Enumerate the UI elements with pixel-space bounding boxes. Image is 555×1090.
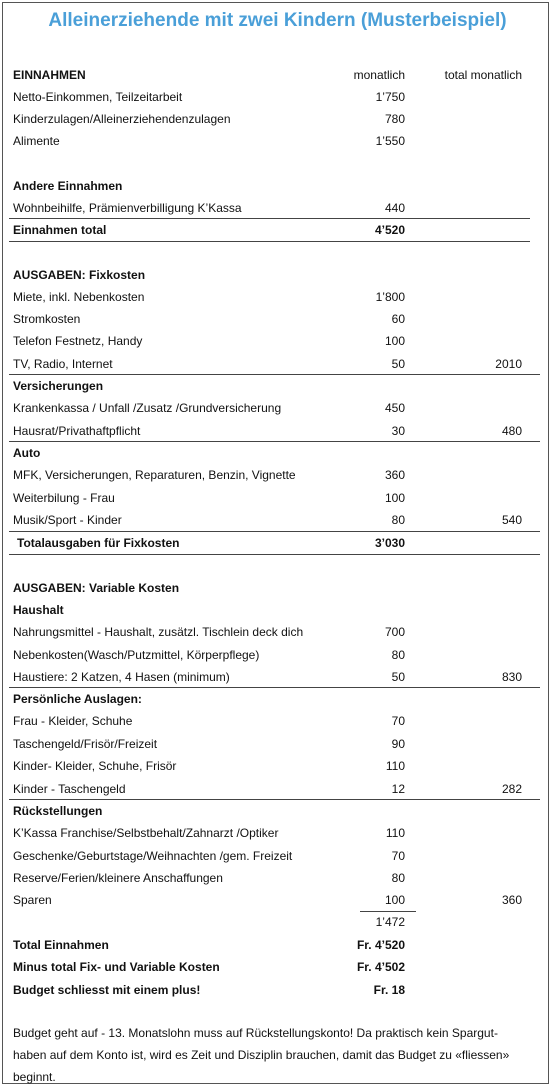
table-row xyxy=(0,867,555,889)
table-row xyxy=(0,599,555,621)
row-monthly-value: 100 xyxy=(384,893,405,907)
header-total: total monatlich xyxy=(444,68,522,82)
row-monthly-value: 12 xyxy=(391,782,405,796)
table-row xyxy=(0,219,555,241)
row-label: Versicherungen xyxy=(13,379,104,393)
row-monthly-value: 90 xyxy=(391,737,405,751)
row-total-value: 360 xyxy=(501,893,522,907)
row-label: Netto-Einkommen, Teilzeitarbeit xyxy=(13,90,183,104)
row-label: Minus total Fix- und Variable Kosten xyxy=(13,960,220,974)
row-label: Persönliche Auslagen: xyxy=(13,692,142,706)
row-monthly-value: 4’520 xyxy=(374,223,405,237)
table-row xyxy=(0,532,555,554)
row-label: Kinder - Taschengeld xyxy=(13,782,126,796)
table-row xyxy=(0,464,555,486)
footnote-line-2: haben auf dem Konto ist, wird es Zeit und Disziplin brauchen, damit das Budget zu «fliessen» beginnt. xyxy=(13,1048,510,1084)
row-label: Haushalt xyxy=(13,603,64,617)
divider xyxy=(360,911,416,912)
row-label: Weiterbilung - Frau xyxy=(13,491,115,505)
table-row xyxy=(0,911,555,933)
row-label: Alimente xyxy=(13,134,60,148)
row-total-value: 2010 xyxy=(495,357,522,371)
table-header-row xyxy=(0,64,555,86)
row-label: MFK, Versicherungen, Reparaturen, Benzin, Vignette xyxy=(13,468,296,482)
row-label: Stromkosten xyxy=(13,312,81,326)
table-row xyxy=(0,956,555,978)
row-label: Miete, inkl. Nebenkosten xyxy=(13,290,145,304)
table-row xyxy=(0,733,555,755)
row-label: Kinderzulagen/Alleinerziehendenzulagen xyxy=(13,112,231,126)
table-row xyxy=(0,86,555,108)
divider xyxy=(9,799,540,800)
table-row xyxy=(0,666,555,688)
table-row xyxy=(0,197,555,219)
table-row xyxy=(0,375,555,397)
row-label: Nahrungsmittel - Haushalt, zusätzl. Tischlein deck dich xyxy=(13,625,304,639)
page-title: Alleinerziehende mit zwei Kindern (Musterbeispiel) xyxy=(48,10,507,31)
row-monthly-value: 100 xyxy=(384,491,405,505)
divider xyxy=(9,218,530,219)
row-label: Totalausgaben für Fixkosten xyxy=(17,536,180,550)
row-monthly-value: 70 xyxy=(391,714,405,728)
row-label: K’Kassa Franchise/Selbstbehalt/Zahnarzt /Optiker xyxy=(13,826,279,840)
row-monthly-value: 450 xyxy=(384,401,405,415)
table-row xyxy=(0,845,555,867)
row-label: Hausrat/Privathaftpflicht xyxy=(13,424,141,438)
row-monthly-value: 80 xyxy=(391,513,405,527)
table-row xyxy=(0,487,555,509)
row-monthly-value: 70 xyxy=(391,849,405,863)
row-label: AUSGABEN: Variable Kosten xyxy=(13,581,180,595)
table-row xyxy=(0,934,555,956)
divider xyxy=(9,531,540,532)
row-label: AUSGABEN: Fixkosten xyxy=(13,268,146,282)
row-monthly-value: 50 xyxy=(391,357,405,371)
row-monthly-value: 100 xyxy=(384,334,405,348)
table-row xyxy=(0,822,555,844)
row-monthly-value: 360 xyxy=(384,468,405,482)
row-label: Haustiere: 2 Katzen, 4 Hasen (minimum) xyxy=(13,670,230,684)
table-row xyxy=(0,800,555,822)
row-label: Wohnbeihilfe, Prämienverbilligung K’Kassa xyxy=(13,201,242,215)
table-row xyxy=(0,108,555,130)
table-row xyxy=(0,420,555,442)
table-row xyxy=(0,644,555,666)
divider xyxy=(9,374,540,375)
table-row xyxy=(0,778,555,800)
row-label: Einnahmen total xyxy=(13,223,107,237)
row-monthly-value: 110 xyxy=(385,759,405,773)
table-row xyxy=(0,175,555,197)
table-row xyxy=(0,397,555,419)
table-row xyxy=(0,688,555,710)
divider xyxy=(9,554,540,555)
table-row xyxy=(0,286,555,308)
row-label: Reserve/Ferien/kleinere Anschaffungen xyxy=(13,871,223,885)
row-label: Sparen xyxy=(13,893,52,907)
table-row xyxy=(0,755,555,777)
row-monthly-value: 50 xyxy=(391,670,405,684)
row-monthly-value: Fr. 4’520 xyxy=(356,938,405,952)
row-total-value: 480 xyxy=(501,424,522,438)
row-monthly-value: 80 xyxy=(391,648,405,662)
table-row xyxy=(0,710,555,732)
row-total-value: 540 xyxy=(501,513,522,527)
row-label: Frau - Kleider, Schuhe xyxy=(13,714,133,728)
row-label: Taschengeld/Frisör/Freizeit xyxy=(13,737,158,751)
row-label: Geschenke/Geburtstage/Weihnachten /gem. Freizeit xyxy=(13,849,293,863)
row-monthly-value: 1’472 xyxy=(375,915,405,929)
table-row xyxy=(0,353,555,375)
row-monthly-value: 780 xyxy=(384,112,405,126)
row-monthly-value: 1’800 xyxy=(375,290,405,304)
row-label: Nebenkosten(Wasch/Putzmittel, Körperpflege) xyxy=(13,648,260,662)
table-row xyxy=(0,621,555,643)
row-monthly-value: 110 xyxy=(385,826,405,840)
row-monthly-value: 1’550 xyxy=(375,134,405,148)
table-row xyxy=(0,577,555,599)
row-monthly-value: 440 xyxy=(384,201,405,215)
table-row xyxy=(0,330,555,352)
row-label: Musik/Sport - Kinder xyxy=(13,513,122,527)
row-label: Auto xyxy=(13,446,41,460)
row-label: Andere Einnahmen xyxy=(13,179,123,193)
table-row xyxy=(0,979,555,1001)
row-label: TV, Radio, Internet xyxy=(13,357,113,371)
row-label: Rückstellungen xyxy=(13,804,103,818)
row-total-value: 282 xyxy=(501,782,522,796)
row-label: Budget schliesst mit einem plus! xyxy=(13,983,201,997)
row-monthly-value: 30 xyxy=(391,424,405,438)
row-label: Kinder- Kleider, Schuhe, Frisör xyxy=(13,759,177,773)
table-row xyxy=(0,308,555,330)
row-monthly-value: Fr. 18 xyxy=(373,983,405,997)
row-monthly-value: 60 xyxy=(391,312,405,326)
header-monatlich: monatlich xyxy=(353,68,405,82)
divider xyxy=(9,241,530,242)
table-row xyxy=(0,130,555,152)
row-total-value: 830 xyxy=(501,670,522,684)
row-label: Telefon Festnetz, Handy xyxy=(13,334,143,348)
table-row xyxy=(0,264,555,286)
row-monthly-value: 1’750 xyxy=(375,90,405,104)
footnote-line-1: Budget geht auf - 13. Monatslohn muss auf Rückstellungskonto! Da praktisch kein Spargut- xyxy=(13,1026,498,1040)
divider xyxy=(9,441,540,442)
row-monthly-value: 80 xyxy=(391,871,405,885)
table-row xyxy=(0,889,555,911)
table-row xyxy=(0,442,555,464)
footnote xyxy=(13,1022,538,1088)
table-row xyxy=(0,509,555,531)
divider xyxy=(9,687,540,688)
row-label: Krankenkassa / Unfall /Zusatz /Grundversicherung xyxy=(13,401,282,415)
row-label: Total Einnahmen xyxy=(13,938,109,952)
row-monthly-value: 700 xyxy=(384,625,405,639)
row-monthly-value: 3’030 xyxy=(374,536,405,550)
header-einnahmen: EINNAHMEN xyxy=(13,68,86,82)
row-monthly-value: Fr. 4’502 xyxy=(356,960,405,974)
